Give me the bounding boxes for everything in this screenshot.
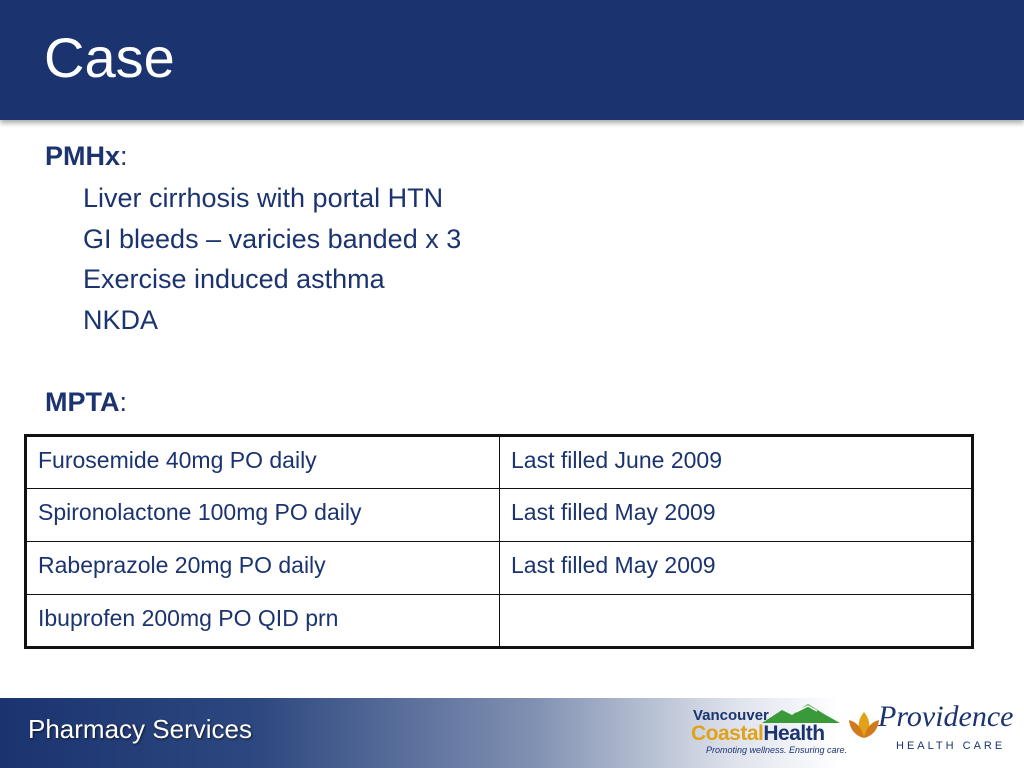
footer-bar (0, 698, 1024, 768)
pmhx-item: Liver cirrhosis with portal HTN (83, 183, 444, 213)
title-bar (0, 0, 1024, 120)
medication-cell: Rabeprazole 20mg PO daily (26, 542, 500, 595)
mountain-icon (762, 702, 840, 724)
pmhx-heading-label: PMHx (45, 141, 121, 171)
pmhx-item: Exercise induced asthma (83, 264, 385, 294)
medication-table (24, 434, 974, 649)
medication-cell: Spironolactone 100mg PO daily (26, 489, 500, 542)
mpta-heading-colon: : (119, 387, 128, 417)
pmhx-item: GI bleeds – varicies banded x 3 (83, 223, 462, 254)
medication-cell: Furosemide 40mg PO daily (26, 436, 500, 489)
fill-status-cell: Last filled May 2009 (500, 542, 973, 595)
slide-title: Case (44, 26, 175, 89)
providence-logo (848, 700, 1018, 762)
table-row (26, 595, 973, 648)
pmhx-heading-colon: : (120, 141, 128, 171)
vch-logo-top: Vancouver (693, 707, 769, 724)
fill-status-cell: Last filled June 2009 (500, 436, 973, 489)
table-row (26, 489, 973, 542)
pmhx-heading (45, 138, 461, 174)
providence-logo-name: Providence (878, 700, 1014, 733)
vch-logo-name (691, 722, 825, 746)
flower-icon (848, 708, 880, 742)
table-row (26, 542, 973, 595)
medication-cell: Ibuprofen 200mg PO QID prn (26, 595, 500, 648)
pmhx-section (45, 138, 461, 340)
table-row (26, 436, 973, 489)
vch-logo (690, 700, 848, 760)
providence-logo-sub: HEALTH CARE (896, 740, 1006, 752)
mpta-heading (45, 384, 127, 420)
mpta-heading-label: MPTA (45, 387, 120, 417)
footer-label: Pharmacy Services (28, 714, 252, 744)
pmhx-list (83, 178, 461, 340)
vch-logo-health: Health (763, 722, 825, 745)
vch-logo-coastal: Coastal (691, 722, 764, 745)
fill-status-cell: Last filled May 2009 (500, 489, 973, 542)
pmhx-item: NKDA (83, 304, 159, 335)
vch-logo-tagline: Promoting wellness. Ensuring care. (706, 745, 848, 755)
fill-status-cell (500, 595, 973, 648)
